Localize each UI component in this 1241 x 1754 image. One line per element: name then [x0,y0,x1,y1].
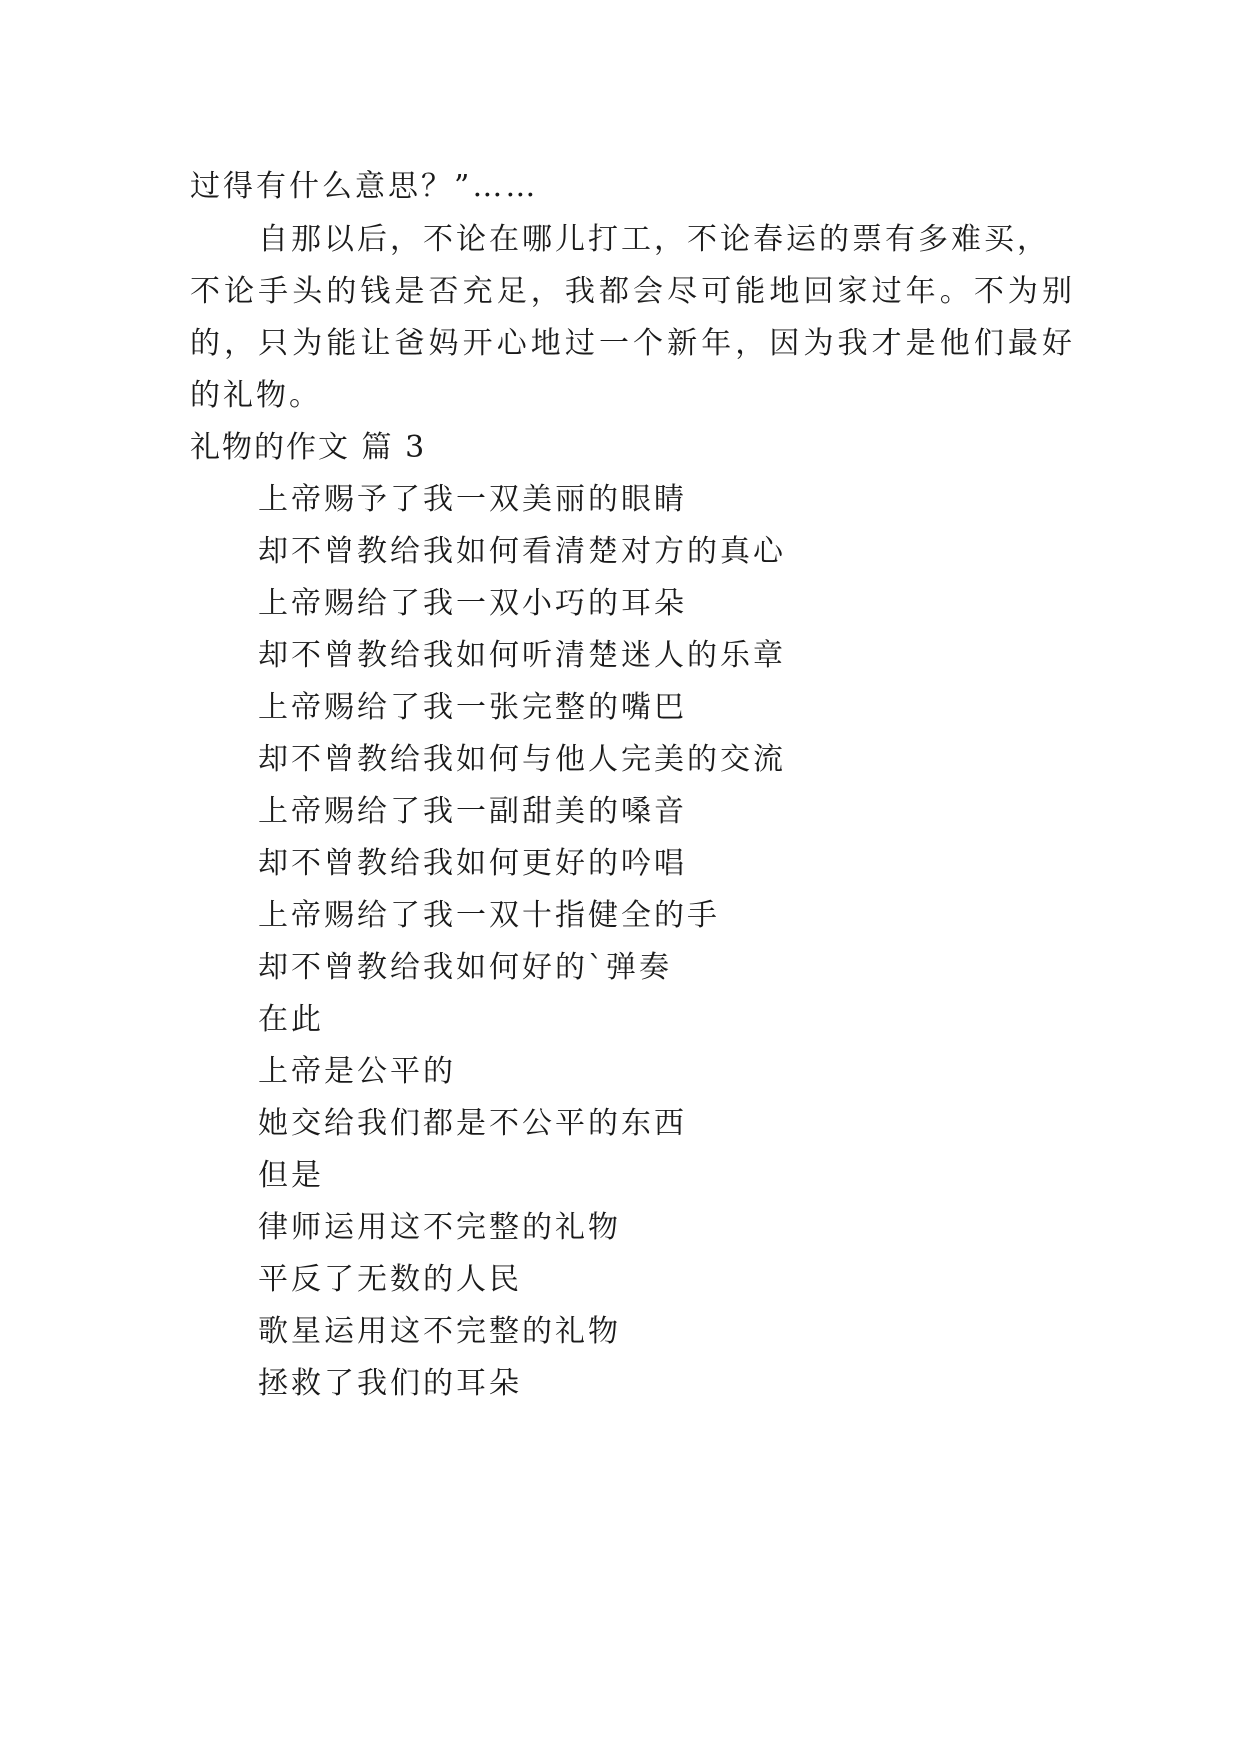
paragraph-line: 过得有什么意思？”…… [190,169,539,204]
poem-line: 上帝赐给了我一副甜美的嗓音 [258,794,687,829]
poem-line: 上帝赐予了我一双美丽的眼睛 [258,482,687,517]
poem-line: 平反了无数的人民 [258,1262,522,1297]
poem-line: 却不曾教给我如何更好的吟唱 [258,846,687,881]
poem-line: 却不曾教给我如何看清楚对方的真心 [258,534,786,569]
poem-line: 上帝是公平的 [258,1054,456,1089]
poem-line: 上帝赐给了我一双小巧的耳朵 [258,586,687,621]
poem-line: 上帝赐给了我一张完整的嘴巴 [258,690,687,725]
paragraph-line: 不论手头的钱是否充足，我都会尽可能地回家过年。不为别 [190,274,1075,309]
paragraph-line: 的，只为能让爸妈开心地过一个新年，因为我才是他们最好 [190,326,1075,361]
poem-line: 但是 [258,1158,324,1193]
poem-line: 她交给我们都是不公平的东西 [258,1106,687,1141]
poem-line: 歌星运用这不完整的礼物 [258,1314,621,1349]
poem-line: 上帝赐给了我一双十指健全的手 [258,898,720,933]
poem-line: 在此 [258,1002,324,1037]
poem-line: 却不曾教给我如何好的`弹奏 [258,950,672,985]
section-heading: 礼物的作文 篇 3 [190,430,427,465]
paragraph-line: 自那以后，不论在哪儿打工，不论春运的票有多难买， [258,222,1050,257]
paragraph-line: 的礼物。 [190,378,322,413]
poem-line: 律师运用这不完整的礼物 [258,1210,621,1245]
poem-line: 却不曾教给我如何听清楚迷人的乐章 [258,638,786,673]
poem-line: 却不曾教给我如何与他人完美的交流 [258,742,786,777]
poem-line: 拯救了我们的耳朵 [258,1366,522,1401]
